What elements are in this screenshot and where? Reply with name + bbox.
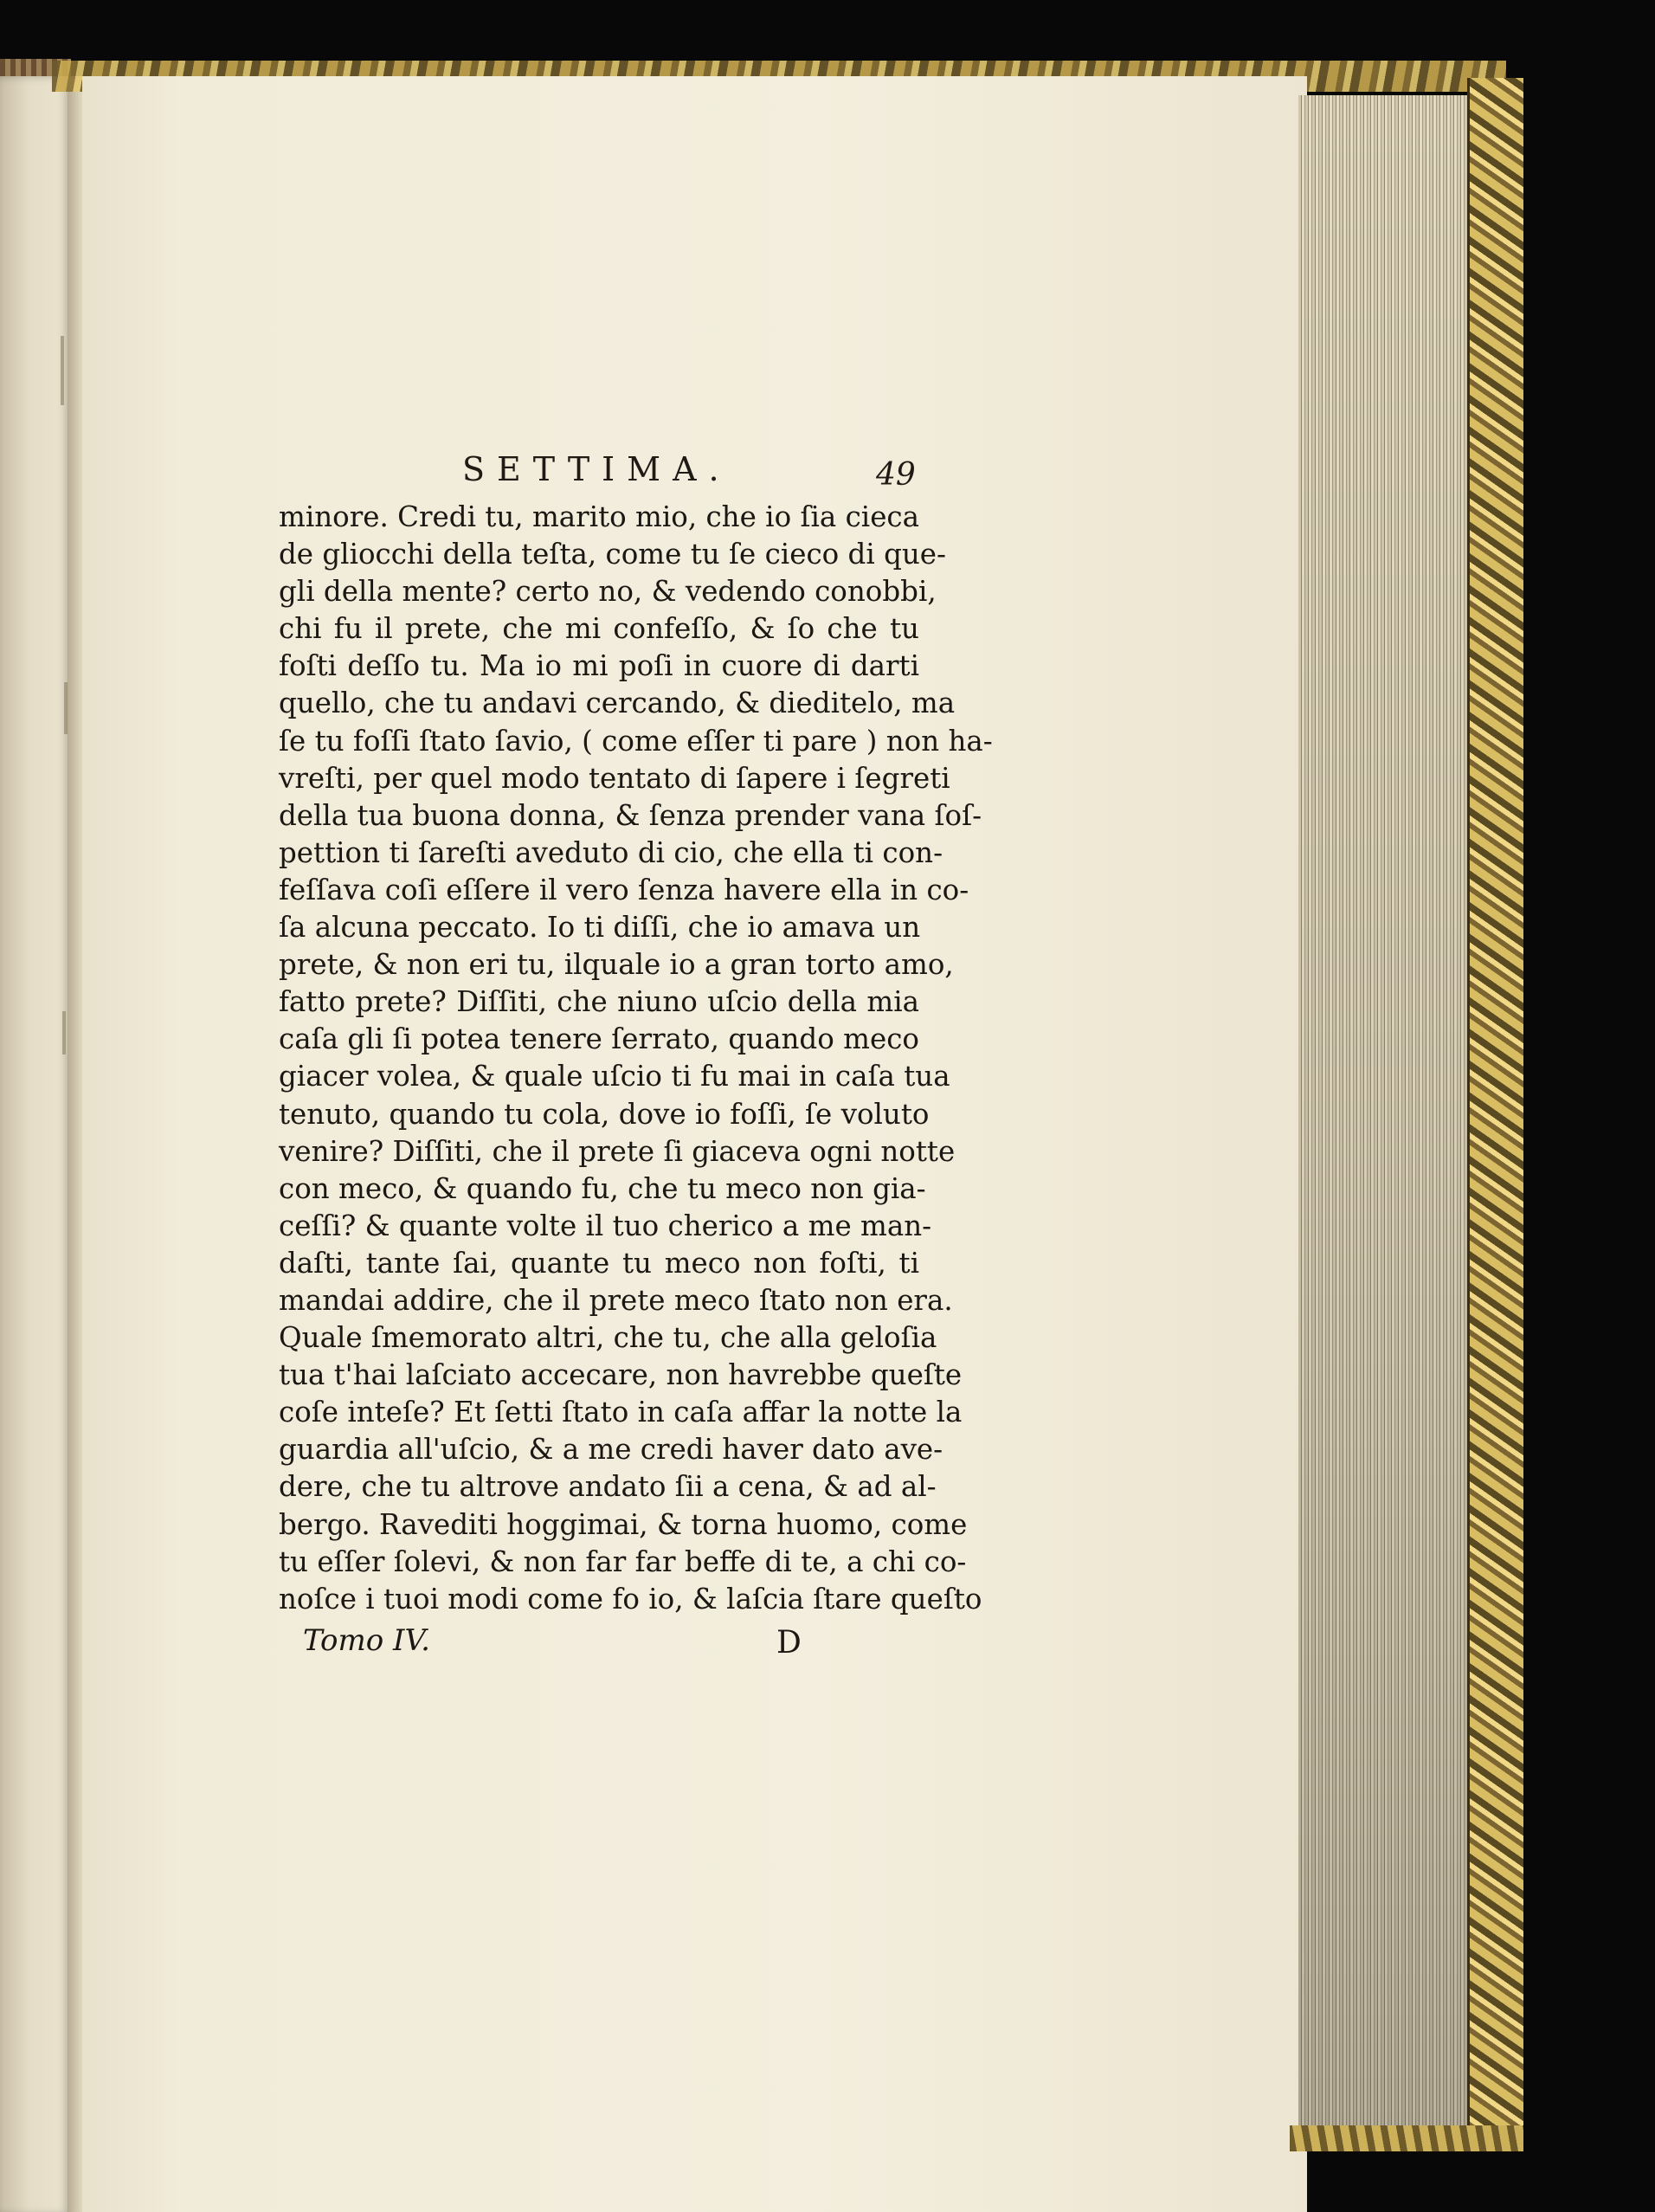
margin-mark — [61, 336, 64, 405]
text-line: ſe tu foſſi ſtato ſavio, ( come eſſer ti pare ) non ha- — [279, 724, 993, 758]
text-line: mandai addire, che il prete meco ſtato non era. — [279, 1283, 953, 1317]
text-line: della tua buona donna, & ſenza prender vana ſoſ- — [279, 798, 982, 832]
body-text — [279, 499, 993, 1618]
page-number: 49 — [876, 457, 916, 493]
volume-label: Tomo IV. — [303, 1622, 430, 1658]
page-stack-shade — [1298, 95, 1467, 2130]
running-head — [279, 450, 919, 499]
page-footer — [279, 1623, 919, 1668]
text-line: giacer volea, & quale uſcio ti fu mai in caſa tua — [279, 1060, 950, 1093]
text-line: ſa alcuna peccato. Io ti diſſi, che io amava un — [279, 911, 921, 945]
text-line: tu eſſer ſolevi, & non far far beffe di te, a chi co- — [279, 1545, 967, 1578]
signature-mark: D — [776, 1624, 802, 1661]
previous-page-edge — [0, 76, 71, 2212]
text-line: daſti, tante ſai, quante tu meco non foſti, ti — [279, 1246, 919, 1280]
text-line: bergo. Ravediti hoggimai, & torna huomo, come — [279, 1507, 968, 1541]
text-line: chi fu il prete, che mi confeſſo, & ſo che tu — [279, 612, 919, 646]
gilt-border-right — [1467, 78, 1523, 2147]
text-line: Quale ſmemorato altri, che tu, che alla geloſia — [279, 1321, 937, 1355]
text-line: tenuto, quando tu cola, dove io foſſi, ſe voluto — [279, 1097, 930, 1131]
text-line: venire? Diſſiti, che il prete ſi giaceva ogni notte — [279, 1134, 956, 1168]
text-block — [279, 450, 993, 1668]
text-line: caſa gli ſi potea tenere ſerrato, quando meco — [279, 1022, 919, 1056]
text-line: minore. Credi tu, marito mio, che io ſia cieca — [279, 500, 920, 533]
text-line: de gliocchi della teſta, come tu ſe cieco di que- — [279, 538, 947, 571]
text-line: coſe inteſe? Et ſetti ſtato in caſa affar la notte la — [279, 1396, 963, 1429]
text-line: quello, che tu andavi cercando, & dieditelo, ma — [279, 687, 956, 720]
text-line: pettion ti ſareſti aveduto di cio, che ella ti con- — [279, 835, 943, 869]
text-line: tua t'hai laſciato accecare, non havrebbe queſte — [279, 1358, 963, 1392]
text-line: feſſava coſi eſſere il vero ſenza havere ella in co- — [279, 873, 969, 906]
text-line: guardia all'uſcio, & a me credi haver dato ave- — [279, 1433, 943, 1467]
margin-mark — [62, 1011, 66, 1054]
text-line: fatto prete? Diſſiti, che niuno uſcio della mia — [279, 985, 919, 1019]
text-line: prete, & non eri tu, ilquale io a gran torto amo, — [279, 948, 954, 982]
text-line: noſce i tuoi modi come fo io, & laſcia ſtare queſto — [279, 1582, 982, 1615]
gilt-border-bottom — [1290, 2125, 1523, 2151]
text-line: gli della mente? certo no, & vedendo conobbi, — [279, 575, 937, 609]
text-line: dere, che tu altrove andato ſii a cena, & ad al- — [279, 1470, 937, 1504]
text-line: foſti deſſo tu. Ma io mi poſi in cuore di darti — [279, 649, 919, 683]
text-line: con meco, & quando fu, che tu meco non gia- — [279, 1171, 926, 1205]
running-title: SETTIMA. — [462, 450, 731, 488]
text-line: vreſti, per quel modo tentato di ſapere i ſegreti — [279, 761, 950, 795]
text-line: ceſſi? & quante volte il tuo cherico a me man- — [279, 1209, 932, 1242]
